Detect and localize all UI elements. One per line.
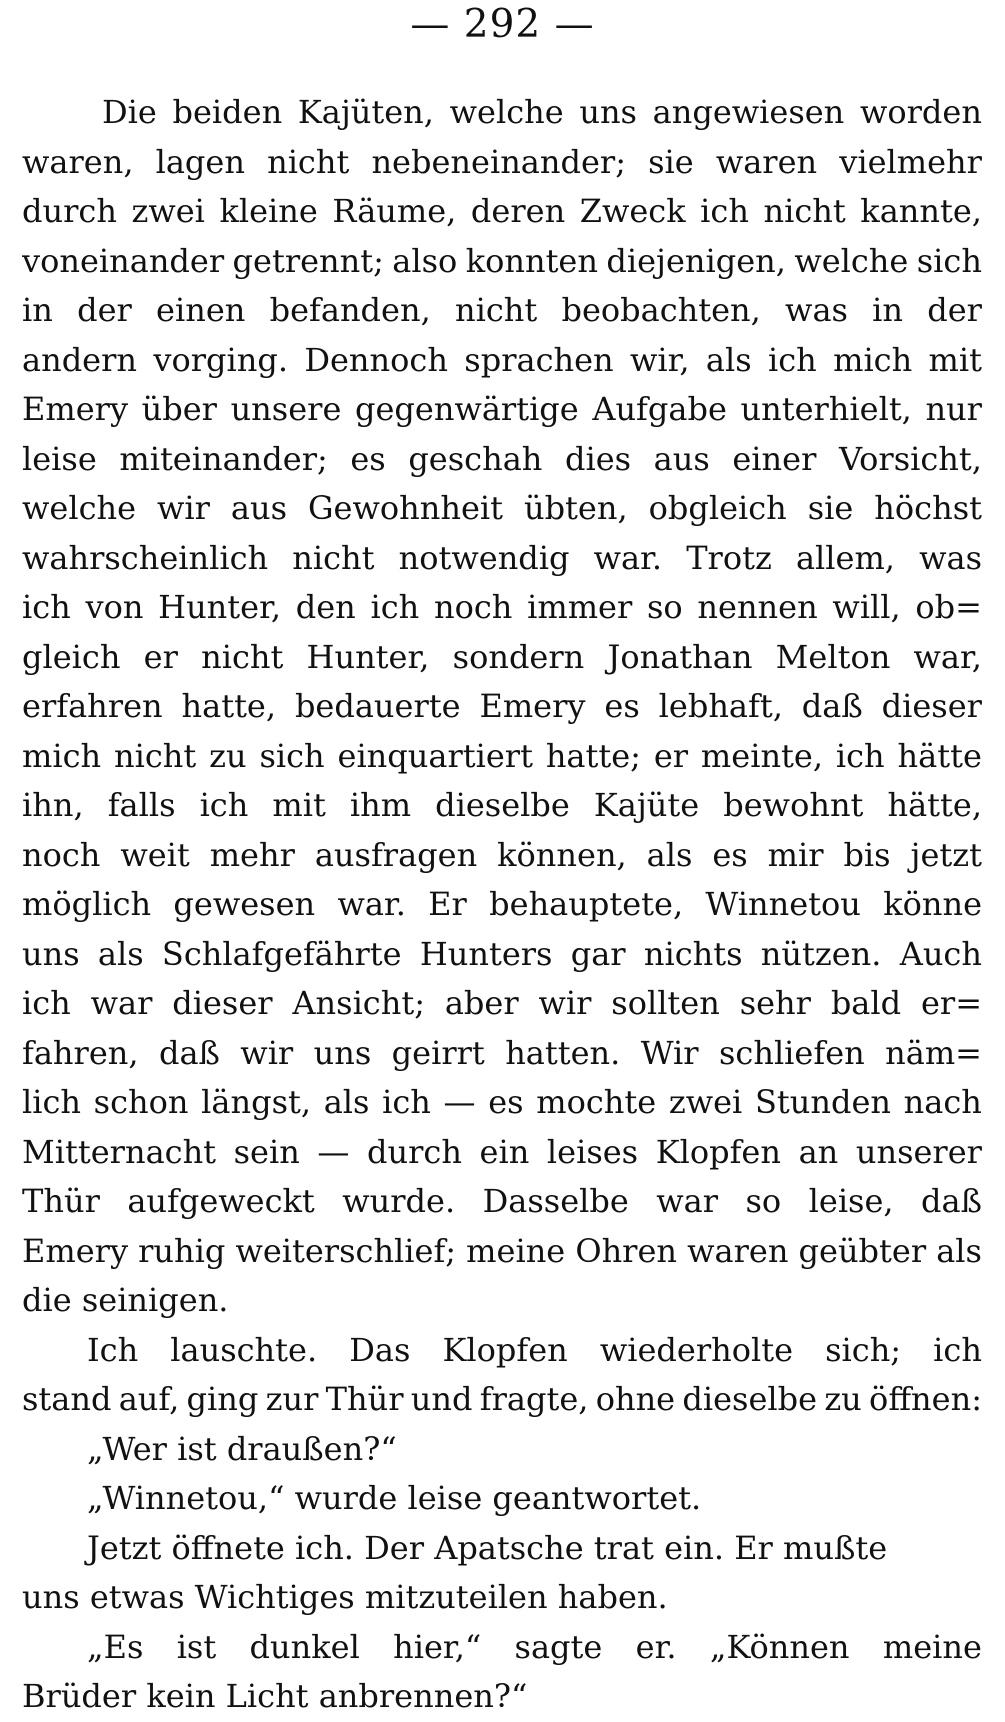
word: ihn, xyxy=(22,786,84,824)
text-line xyxy=(22,732,982,782)
word: nach xyxy=(903,1083,982,1121)
word: nicht xyxy=(763,192,846,230)
word: als xyxy=(936,1231,982,1270)
word: welche xyxy=(794,241,909,280)
word: so xyxy=(745,1182,782,1220)
word: mit xyxy=(928,340,982,379)
word: jetzt xyxy=(910,835,982,874)
word: Jonathan xyxy=(607,637,753,676)
word: Auch xyxy=(899,934,982,973)
word: wurde. xyxy=(342,1182,456,1220)
word: gleich xyxy=(22,637,121,676)
text-line xyxy=(22,1623,982,1673)
word: noch xyxy=(433,588,513,626)
text-line: Jetzt öffnete ich. Der Apatsche trat ein. Er mußte xyxy=(87,1528,888,1567)
word: längst, xyxy=(201,1083,312,1121)
word: meine xyxy=(466,1231,566,1270)
word: kannte, xyxy=(860,192,982,230)
word: sich xyxy=(916,241,982,280)
word: „Es xyxy=(87,1627,144,1666)
word: Aufgabe xyxy=(592,390,727,428)
word: beiden xyxy=(172,93,283,131)
word: was xyxy=(785,291,848,329)
word: nichts xyxy=(643,934,743,973)
word: waren, xyxy=(22,142,134,181)
word: schon xyxy=(93,1083,189,1121)
word: andern xyxy=(22,340,138,379)
word: durch xyxy=(367,1132,462,1171)
word: fragte, xyxy=(479,1380,589,1418)
word: wir xyxy=(157,489,210,527)
word: hätte xyxy=(897,736,982,775)
word: als xyxy=(323,1083,370,1121)
word: unserer xyxy=(855,1132,982,1171)
page-number: — 292 — xyxy=(410,2,595,47)
word: fahren, xyxy=(22,1033,139,1072)
word: — xyxy=(317,1132,350,1171)
word: angewiesen xyxy=(652,93,845,131)
word: ist xyxy=(176,1627,217,1666)
word: uns xyxy=(313,1033,372,1072)
text-line xyxy=(22,88,982,138)
word: wiederholte xyxy=(599,1330,794,1369)
word: voneinander xyxy=(22,241,225,280)
word: immer xyxy=(527,588,633,626)
word: Klopfen xyxy=(655,1132,781,1171)
word: war, xyxy=(913,637,982,676)
word: diejenigen, xyxy=(606,241,786,280)
text-line xyxy=(22,831,982,881)
text-line xyxy=(22,1078,982,1128)
word: waren xyxy=(715,142,818,181)
word: mochte xyxy=(536,1083,657,1121)
word: Thür xyxy=(22,1182,100,1220)
word: ruhig xyxy=(138,1231,226,1270)
word: an xyxy=(798,1132,839,1171)
word: ich xyxy=(767,340,817,379)
word: sprachen xyxy=(464,340,614,379)
word: dieselbe xyxy=(682,1380,818,1418)
text-line xyxy=(22,484,982,534)
text-line xyxy=(22,1227,982,1277)
word: Thür xyxy=(325,1380,404,1418)
text-line xyxy=(22,138,982,188)
word: ohne xyxy=(595,1380,676,1418)
word: dies xyxy=(564,439,632,478)
word: stand xyxy=(22,1380,112,1418)
word: Ohren xyxy=(575,1231,678,1270)
word: sollten xyxy=(611,984,720,1022)
text-line xyxy=(22,930,982,980)
word: Emery xyxy=(22,390,129,428)
text-line: „Wer ist draußen?“ xyxy=(87,1429,397,1468)
word: Dasselbe xyxy=(482,1182,629,1220)
word: nicht xyxy=(113,736,197,775)
word: Gewohnheit xyxy=(307,489,503,527)
word: ausfragen xyxy=(314,835,478,874)
word: dieser xyxy=(172,984,273,1022)
word: Emery xyxy=(22,1231,129,1270)
word: einquartiert xyxy=(337,736,533,775)
word: einer xyxy=(732,439,817,478)
word: von xyxy=(85,588,144,626)
word: dieser xyxy=(881,687,982,725)
word: aber xyxy=(444,984,519,1022)
word: nicht xyxy=(292,538,375,577)
word: waren xyxy=(687,1231,789,1270)
text-line xyxy=(22,336,982,386)
word: meinte, xyxy=(700,736,824,775)
word: zu xyxy=(209,736,247,775)
word: leises xyxy=(546,1132,639,1171)
word: uns xyxy=(579,93,637,131)
word: war xyxy=(656,1182,719,1220)
word: könne xyxy=(883,885,982,923)
word: Dennoch xyxy=(304,340,448,379)
text-line xyxy=(22,237,982,287)
word: wir xyxy=(240,1033,294,1072)
word: hier,“ xyxy=(393,1627,482,1666)
word: uns xyxy=(22,934,80,973)
word: erfahren xyxy=(22,687,163,725)
text-line xyxy=(22,1177,982,1227)
text-line: „Winnetou,“ wurde leise geantwortet. xyxy=(87,1479,702,1517)
word: ich xyxy=(700,192,749,230)
word: zur xyxy=(265,1380,319,1418)
word: Hunter, xyxy=(306,637,430,676)
word: konnten xyxy=(465,241,598,280)
word: war xyxy=(90,984,153,1022)
word: ich xyxy=(199,786,249,824)
word: daß xyxy=(158,1033,220,1072)
word: nützen. xyxy=(760,934,882,973)
word: geschah xyxy=(408,439,543,478)
word: auf, xyxy=(118,1380,180,1418)
word: ging xyxy=(186,1380,259,1418)
text-line xyxy=(22,1128,982,1178)
text-line: Brüder kein Licht anbrennen?“ xyxy=(22,1677,528,1715)
word: hatte; xyxy=(545,736,641,775)
word: durch xyxy=(22,192,117,230)
word: Hunter, xyxy=(158,588,282,626)
word: ich xyxy=(22,984,71,1022)
word: ich xyxy=(835,736,885,775)
word: allem, xyxy=(795,538,895,577)
text-line xyxy=(22,385,982,435)
word: Winnetou xyxy=(705,885,861,923)
word: sie xyxy=(807,489,854,527)
word: behauptete, xyxy=(489,885,684,923)
word: Das xyxy=(349,1330,411,1369)
word: Melton xyxy=(775,637,891,676)
word: notwendig xyxy=(398,538,570,577)
word: sich xyxy=(259,736,325,775)
word: worden xyxy=(859,93,982,131)
word: er. xyxy=(635,1627,677,1666)
word: aus xyxy=(653,439,710,478)
word: der xyxy=(927,291,982,329)
word: in xyxy=(22,291,53,329)
word: über xyxy=(141,390,217,428)
word: ihm xyxy=(349,786,412,824)
word: war. xyxy=(593,538,663,577)
word: es xyxy=(712,835,748,874)
word: Die xyxy=(102,93,157,131)
word: bald xyxy=(830,984,902,1022)
text-line xyxy=(22,682,982,732)
word: kleine xyxy=(219,192,318,230)
word: welche xyxy=(22,489,137,527)
word: sehr xyxy=(739,984,811,1022)
word: bis xyxy=(843,835,891,874)
text-line: uns etwas Wichtiges mitzuteilen haben. xyxy=(22,1578,668,1616)
word: er= xyxy=(920,984,982,1022)
word: er xyxy=(653,736,689,775)
word: Ich xyxy=(87,1330,139,1369)
text-line xyxy=(22,534,982,584)
text-line xyxy=(22,187,982,237)
word: ich xyxy=(370,588,420,626)
word: leise xyxy=(22,439,97,478)
word: also xyxy=(392,241,458,280)
word: vielmehr xyxy=(839,142,982,181)
word: Ansicht; xyxy=(292,984,425,1022)
word: Mitternacht xyxy=(22,1132,217,1171)
word: sondern xyxy=(452,637,585,676)
word: zu xyxy=(824,1380,862,1418)
word: Vorsicht, xyxy=(838,439,982,478)
word: unsere xyxy=(230,390,342,428)
word: Emery xyxy=(479,687,586,725)
word: Stunden xyxy=(754,1083,891,1121)
word: wir xyxy=(538,984,592,1022)
text-line xyxy=(22,435,982,485)
word: näm= xyxy=(885,1033,982,1072)
word: als xyxy=(646,835,693,874)
word: deren xyxy=(470,192,566,230)
word: wahrscheinlich xyxy=(22,538,269,577)
word: es xyxy=(350,439,386,478)
word: bewohnt xyxy=(723,786,864,824)
word: möglich xyxy=(22,885,152,923)
text-line xyxy=(22,979,982,1029)
word: mehr xyxy=(209,835,295,874)
text-line xyxy=(22,1375,982,1425)
word: zwei xyxy=(668,1083,743,1121)
word: daß xyxy=(921,1182,982,1220)
word: unterhielt, xyxy=(740,390,912,428)
word: mit xyxy=(272,786,326,824)
text-line xyxy=(22,1029,982,1079)
word: weit xyxy=(120,835,190,874)
word: er xyxy=(143,637,178,676)
word: ein xyxy=(479,1132,530,1171)
word: ob= xyxy=(915,588,982,626)
word: — xyxy=(443,1083,476,1121)
word: hatte, xyxy=(181,687,277,725)
word: geübter xyxy=(798,1231,927,1270)
word: weiterschlief; xyxy=(235,1231,457,1270)
word: nebeneinander; xyxy=(371,142,626,181)
word: als xyxy=(97,934,144,973)
word: hatten. xyxy=(505,1033,621,1072)
word: den xyxy=(295,588,356,626)
text-line xyxy=(22,880,982,930)
word: Klopfen xyxy=(442,1330,568,1369)
word: übten, xyxy=(523,489,628,527)
page-text xyxy=(22,88,982,1722)
word: aus xyxy=(230,489,287,527)
word: schliefen xyxy=(718,1033,865,1072)
text-line xyxy=(22,286,982,336)
word: beobachten, xyxy=(561,291,761,329)
word: und xyxy=(410,1380,473,1418)
word: gegenwärtige xyxy=(354,390,579,428)
word: Er xyxy=(428,885,467,923)
word: gar xyxy=(570,934,626,973)
word: nicht xyxy=(454,291,538,329)
word: nur xyxy=(925,390,982,428)
word: können, xyxy=(497,835,627,874)
word: befanden, xyxy=(269,291,431,329)
word: mir xyxy=(767,835,824,874)
word: einen xyxy=(156,291,246,329)
word: sie xyxy=(648,142,694,181)
word: höchst xyxy=(874,489,982,527)
word: in xyxy=(872,291,904,329)
word: lich xyxy=(22,1083,81,1121)
word: sagte xyxy=(514,1627,603,1666)
text-line: die seinigen. xyxy=(22,1281,229,1319)
word: lebhaft, xyxy=(658,687,783,725)
text-line xyxy=(22,1326,982,1376)
word: Hunters xyxy=(419,934,553,973)
word: ich xyxy=(382,1083,431,1121)
word: hätte, xyxy=(887,786,982,824)
word: Räume, xyxy=(332,192,457,230)
word: mich xyxy=(833,340,913,379)
word: zwei xyxy=(131,192,205,230)
word: es xyxy=(488,1083,524,1121)
word: Wir xyxy=(640,1033,699,1072)
word: will, xyxy=(832,588,901,626)
word: leise, xyxy=(808,1182,894,1220)
word: dieselbe xyxy=(435,786,570,824)
word: geirrt xyxy=(391,1033,485,1072)
word: getrennt; xyxy=(232,241,384,280)
word: als xyxy=(705,340,752,379)
word: sich; xyxy=(825,1330,902,1369)
word: welche xyxy=(449,93,564,131)
word: es xyxy=(604,687,640,725)
word: so xyxy=(646,588,683,626)
word: meine xyxy=(882,1627,982,1666)
word: Schlafgefährte xyxy=(161,934,402,973)
word: daß xyxy=(801,687,863,725)
word: noch xyxy=(22,835,101,874)
word: aufgeweckt xyxy=(127,1182,315,1220)
text-line xyxy=(22,781,982,831)
word: dunkel xyxy=(249,1627,360,1666)
word: gewesen xyxy=(173,885,316,923)
word: Zweck xyxy=(579,192,686,230)
word: nicht xyxy=(201,637,284,676)
word: sein xyxy=(233,1132,300,1171)
word: ich xyxy=(933,1330,982,1369)
word: öffnen: xyxy=(869,1380,982,1418)
word: mich xyxy=(22,736,102,775)
word: falls xyxy=(107,786,176,824)
word: ich xyxy=(22,588,71,626)
word: bedauerte xyxy=(294,687,461,725)
word: Kajüte xyxy=(593,786,700,824)
word: nennen xyxy=(697,588,818,626)
text-line xyxy=(22,633,982,683)
word: lagen xyxy=(155,142,245,181)
word: war. xyxy=(337,885,406,923)
word: der xyxy=(77,291,132,329)
word: vorging. xyxy=(153,340,288,379)
word: Kajüten, xyxy=(297,93,434,131)
text-line xyxy=(22,583,982,633)
word: Trotz xyxy=(686,538,772,577)
word: obgleich xyxy=(648,489,787,527)
word: lauschte. xyxy=(170,1330,318,1369)
word: nicht xyxy=(267,142,350,181)
word: was xyxy=(919,538,982,577)
word: wir, xyxy=(629,340,690,379)
word: miteinander; xyxy=(119,439,328,478)
word: „Können xyxy=(709,1627,850,1666)
